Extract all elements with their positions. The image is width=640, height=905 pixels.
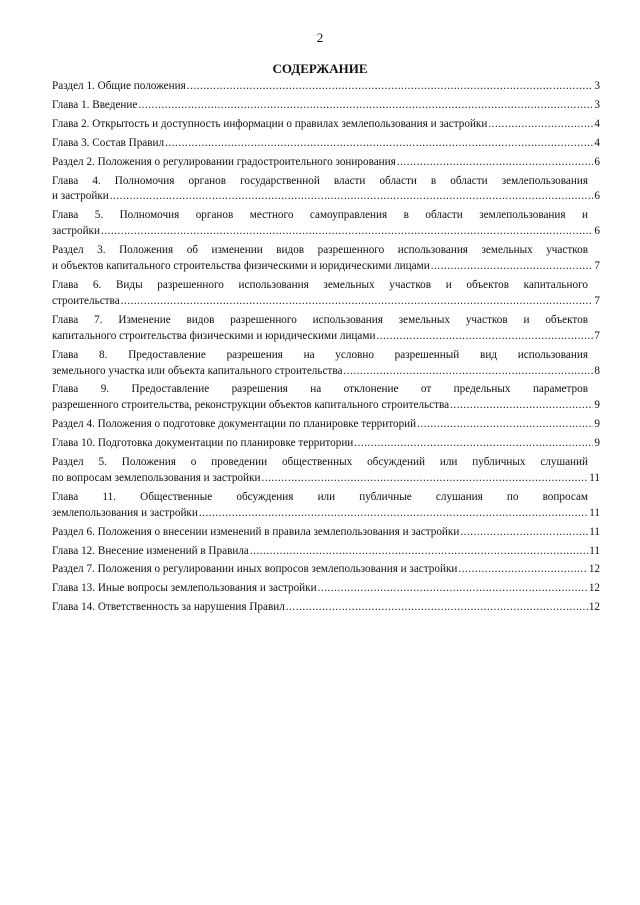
toc-entry-text-line: Глава 10. Подготовка документации по планировке территории <box>52 437 354 450</box>
toc-entry-page: 6 <box>594 225 600 238</box>
toc-entry-leader-row <box>52 98 600 114</box>
page-number: 2 <box>316 30 324 45</box>
toc-entry-leader-row <box>52 364 600 380</box>
toc-entry-page: 6 <box>594 190 600 203</box>
toc-entry-page: 4 <box>594 136 600 149</box>
toc-entry-leader-row <box>52 506 600 522</box>
toc-entry-text-line: по вопросам землепользования и застройки <box>52 471 261 484</box>
dot-leader <box>458 562 587 578</box>
dot-leader <box>110 189 594 205</box>
dot-leader <box>397 155 594 171</box>
toc-entry-leader-row <box>52 525 600 541</box>
toc-entry-leader-row <box>52 417 600 433</box>
toc-entry-text-line: Раздел 2. Положения о регулировании градостроительного зонирования <box>52 155 396 168</box>
toc-entry-page: 9 <box>594 418 600 431</box>
toc-entry-leader-row <box>52 562 600 578</box>
dot-leader <box>138 98 593 114</box>
dot-leader <box>460 525 588 541</box>
toc-entry-leader-row <box>52 329 600 345</box>
toc-entry-text-line: Глава 5. Полномочия органов местного самоуправления в области землепользования и <box>52 209 588 222</box>
dot-leader <box>488 117 593 133</box>
toc-entry <box>52 136 600 152</box>
toc-entry <box>52 348 600 380</box>
dot-leader <box>450 398 593 414</box>
toc-entry-page: 12 <box>588 563 600 576</box>
dot-leader <box>121 294 594 310</box>
toc-entry-leader-row <box>52 155 600 171</box>
toc-entry-page: 11 <box>589 471 600 484</box>
dot-leader <box>417 417 593 433</box>
toc-entry-text-line: земельного участка или объекта капитального строительства <box>52 364 343 377</box>
toc-entry-page: 3 <box>594 98 600 111</box>
toc-entry <box>52 117 600 133</box>
toc-entry-text-line: Глава 4. Полномочия органов государственной власти области в области землепользования <box>52 174 588 187</box>
toc-entry-text-line: Раздел 6. Положения о внесении изменений в правила землепользования и застройки <box>52 525 460 538</box>
toc-entry-page: 8 <box>594 364 600 377</box>
dot-leader <box>318 581 588 597</box>
toc-entry-text-line: и объектов капитального строительства физическими и юридическими лицами <box>52 260 430 273</box>
toc-title: СОДЕРЖАНИЕ <box>272 61 368 76</box>
toc-entry-page: 9 <box>594 399 600 412</box>
toc-entry-text-line: Раздел 3. Положения об изменении видов разрешенного использования земельных участков <box>52 244 588 257</box>
toc-entry-leader-row <box>52 471 600 487</box>
toc-entry-text-line: Глава 6. Виды разрешенного использования земельных участков и объектов капитального <box>52 278 588 291</box>
toc-entry-page: 3 <box>594 80 600 92</box>
toc-entry-text-line: Глава 7. Изменение видов разрешенного использования земельных участков и объектов <box>52 313 588 326</box>
toc-entry-leader-row <box>52 136 600 152</box>
dot-leader <box>343 364 593 380</box>
toc-entry-text-line: Глава 14. Ответственность за нарушения Правил <box>52 601 285 614</box>
toc-entry-text-line: Глава 11. Общественные обсуждения или публичные слушания по вопросам <box>52 490 588 503</box>
toc-entry-text-line: капитального строительства физическими и юридическими лицами <box>52 329 376 342</box>
toc-entry <box>52 313 600 345</box>
toc-entry <box>52 243 600 275</box>
toc-entry-page: 6 <box>594 155 600 168</box>
dot-leader <box>354 436 593 452</box>
toc-entry-text-line: разрешенного строительства, реконструкции объектов капитального строительства <box>52 399 450 412</box>
toc-entry-leader-row <box>52 544 600 560</box>
toc-entry-page: 7 <box>594 329 600 342</box>
toc-entry-leader-row <box>52 294 600 310</box>
toc-entry-leader-row <box>52 189 600 205</box>
toc-entry-text-line: застройки <box>52 225 100 238</box>
toc-entry-text-line: Глава 12. Внесение изменений в Правила <box>52 544 249 557</box>
toc-entry <box>52 562 600 578</box>
toc-entry-text-line: Раздел 1. Общие положения <box>52 80 186 92</box>
toc-entry-text-line: Раздел 4. Положения о подготовке документации по планировке территорий <box>52 418 417 431</box>
toc-entry <box>52 208 600 240</box>
toc-entry-text-line: Глава 8. Предоставление разрешения на условно разрешенный вид использования <box>52 348 588 361</box>
toc-entry <box>52 455 600 487</box>
dot-leader <box>286 600 588 616</box>
toc-entry <box>52 155 600 171</box>
toc-entry-page: 7 <box>594 294 600 307</box>
dot-leader <box>187 79 594 95</box>
toc-entry-page: 7 <box>594 260 600 273</box>
toc-entry-text-line: Глава 13. Иные вопросы землепользования и застройки <box>52 582 317 595</box>
toc-entry-leader-row <box>52 398 600 414</box>
toc-entry-page: 11 <box>589 506 600 519</box>
table-of-contents <box>52 79 600 619</box>
toc-entry <box>52 436 600 452</box>
toc-entry-text-line: Глава 1. Введение <box>52 98 138 111</box>
toc-entry-page: 12 <box>588 601 600 614</box>
toc-entry-page: 4 <box>594 117 600 130</box>
dot-leader <box>431 259 594 275</box>
toc-entry-text-line: Глава 9. Предоставление разрешения на отклонение от предельных параметров <box>52 383 588 396</box>
toc-entry <box>52 98 600 114</box>
toc-entry <box>52 600 600 616</box>
toc-entry-leader-row <box>52 436 600 452</box>
toc-entry-leader-row <box>52 259 600 275</box>
toc-entry-page: 12 <box>588 582 600 595</box>
toc-entry-leader-row <box>52 581 600 597</box>
dot-leader <box>101 224 593 240</box>
toc-entry-page: 11 <box>589 525 600 538</box>
toc-entry-leader-row <box>52 224 600 240</box>
toc-entry-leader-row <box>52 600 600 616</box>
toc-entry <box>52 174 600 206</box>
toc-entry <box>52 417 600 433</box>
dot-leader <box>199 506 588 522</box>
toc-entry-text-line: строительства <box>52 294 120 307</box>
toc-entry-page: 11 <box>589 544 600 557</box>
toc-entry-text-line: и застройки <box>52 190 109 203</box>
dot-leader <box>376 329 593 345</box>
toc-entry <box>52 382 600 414</box>
toc-entry <box>52 490 600 522</box>
dot-leader <box>165 136 593 152</box>
toc-entry-text-line: Глава 2. Открытость и доступность информации о правилах землепользования и застройки <box>52 117 488 130</box>
toc-entry-leader-row <box>52 79 600 95</box>
toc-entry-text-line: Раздел 5. Положения о проведении общественных обсуждений или публичных слушаний <box>52 456 588 469</box>
dot-leader <box>250 544 588 560</box>
toc-entry <box>52 79 600 95</box>
toc-entry-text-line: Раздел 7. Положения о регулировании иных вопросов землепользования и застройки <box>52 563 458 576</box>
toc-entry <box>52 544 600 560</box>
toc-entry <box>52 581 600 597</box>
toc-entry-text-line: землепользования и застройки <box>52 506 198 519</box>
dot-leader <box>261 471 588 487</box>
toc-entry-leader-row <box>52 117 600 133</box>
toc-entry <box>52 278 600 310</box>
toc-entry-page: 9 <box>594 437 600 450</box>
toc-entry-text-line: Глава 3. Состав Правил <box>52 136 165 149</box>
toc-entry <box>52 525 600 541</box>
